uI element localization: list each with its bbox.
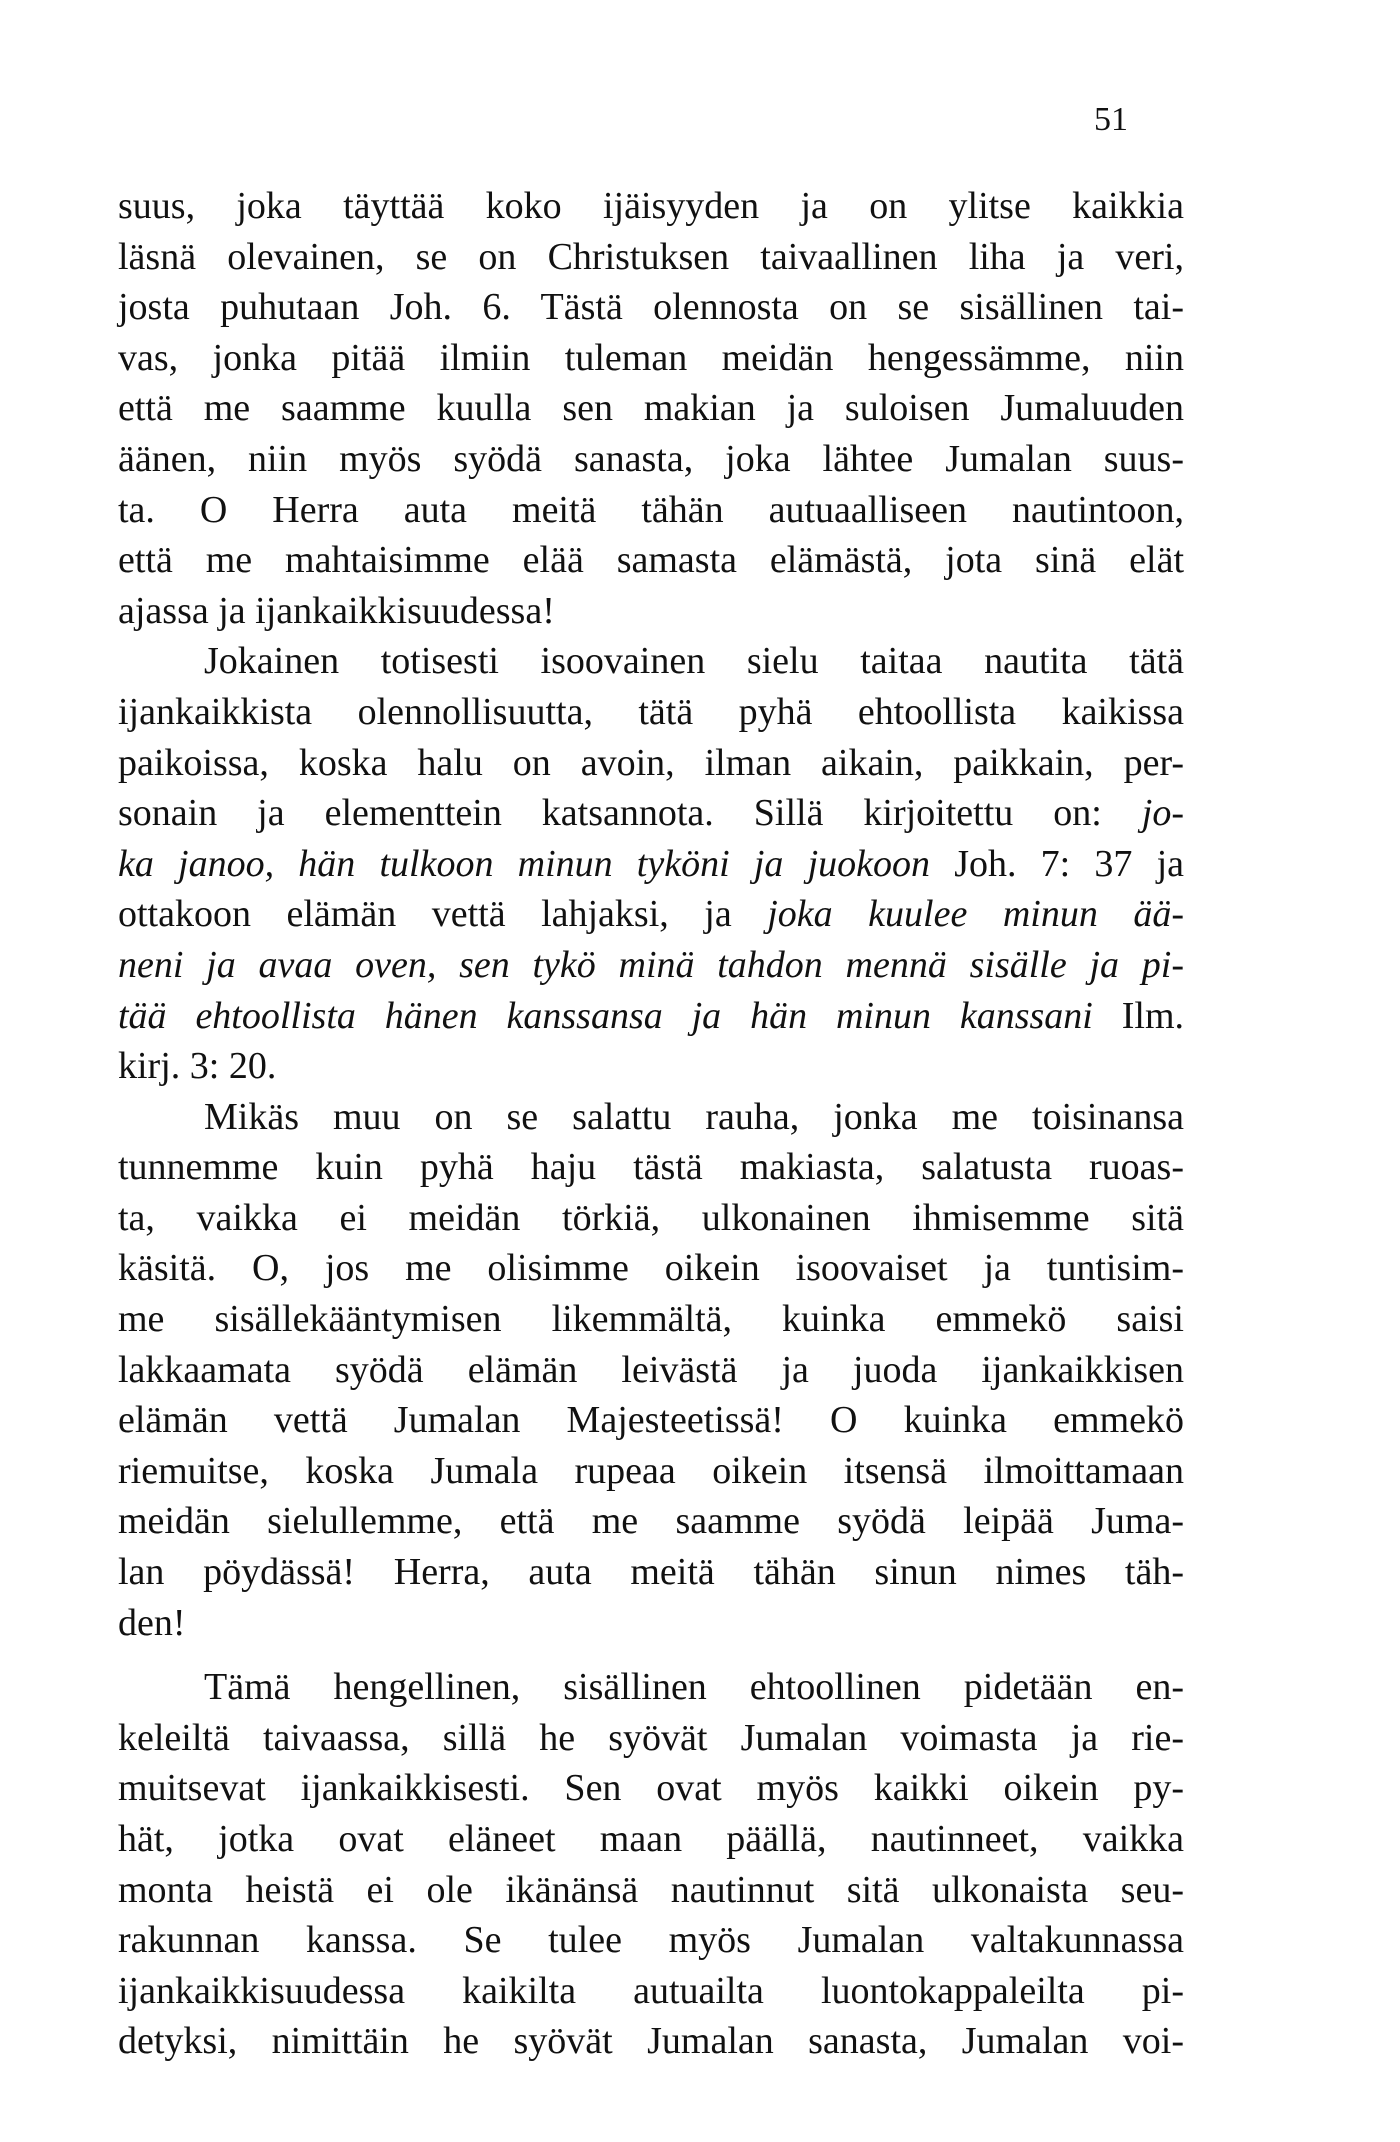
text-line: lan pöydässä! Herra, auta meitä tähän sinun nimes täh- [118,1551,1184,1594]
paragraph-start-line: Mikäs muu on se salattu rauha, jonka me toisinansa [204,1095,1184,1138]
text-line: keleiltä taivaassa, sillä he syövät Jumalan voimasta ja rie- [118,1716,1184,1759]
paragraph-start-line: Tämä hengellinen, sisällinen ehtoollinen pidetään en- [204,1666,1184,1709]
text-line: kirj. 3: 20. [118,1045,277,1088]
text-line: ka janoo, hän tulkoon minun tyköni ja juokoon Joh. 7: 37 ja [118,842,1184,885]
page-number: 51 [1094,101,1128,138]
text-line: riemuitse, koska Jumala rupeaa oikein itsensä ilmoittamaan [118,1449,1184,1492]
text-line: läsnä olevainen, se on Christuksen taivaallinen liha ja veri, [118,235,1184,278]
text-line: vas, jonka pitää ilmiin tuleman meidän hengessämme, niin [118,336,1184,379]
italic-quote: tää ehtoollista hänen kanssansa ja hän minun kanssani [118,994,1093,1037]
text-line: ijankaikkista olennollisuutta, tätä pyhä ehtoollista kaikissa [118,690,1184,733]
text-line: elämän vettä Jumalan Majesteetissä! O kuinka emmekö [118,1399,1184,1442]
text-line: ajassa ja ijankaikkisuudessa! [118,589,555,632]
text-line: paikoissa, koska halu on avoin, ilman aikain, paikkain, per- [118,741,1184,784]
text-line: josta puhutaan Joh. 6. Tästä olennosta on se sisällinen tai- [118,286,1184,329]
text-line: suus, joka täyttää koko ijäisyyden ja on ylitse kaikkia [118,185,1184,227]
text-line: käsitä. O, jos me olisimme oikein isoovaiset ja tuntisim- [118,1247,1184,1290]
paragraph-start-line: Jokainen totisesti isoovainen sielu taitaa nautita tätä [204,640,1184,683]
italic-quote: ka janoo, hän tulkoon minun tyköni ja juokoon [118,842,930,885]
text-line: sonain ja elementtein katsannota. Sillä kirjoitettu on: jo- [118,792,1184,835]
body-text [118,181,1184,2067]
text-line: ta, vaikka ei meidän törkiä, ulkonainen ihmisemme sitä [118,1196,1184,1239]
text-line: ta. O Herra auta meitä tähän autuaalliseen nautintoon, [118,488,1184,531]
text-line: me sisällekääntymisen likemmältä, kuinka emmekö saisi [118,1298,1184,1341]
italic-quote: jo- [1141,792,1184,835]
text-line: tunnemme kuin pyhä haju tästä makiasta, salatusta ruoas- [118,1146,1184,1189]
text-line: meidän sielullemme, että me saamme syödä leipää Juma- [118,1500,1184,1543]
text-line: lakkaamata syödä elämän leivästä ja juoda ijankaikkisen [118,1348,1184,1391]
text-line: tää ehtoollista hänen kanssansa ja hän minun kanssani Ilm. [118,994,1185,1037]
text-line: detyksi, nimittäin he syövät Jumalan sanasta, Jumalan voi- [118,2020,1184,2063]
text-line: ottakoon elämän vettä lahjaksi, ja joka kuulee minun ää- [118,893,1185,936]
text-line: äänen, niin myös syödä sanasta, joka lähtee Jumalan suus- [118,437,1184,480]
text-line: ijankaikkisuudessa kaikilta autuailta luontokappaleilta pi- [118,1969,1184,2012]
italic-quote: neni ja avaa oven, sen tykö minä tahdon mennä sisälle ja pi- [118,943,1184,986]
text-line: den! [118,1601,186,1644]
text-line: hät, jotka ovat eläneet maan päällä, nautinneet, vaikka [118,1818,1184,1860]
italic-quote: joka kuulee minun ää- [767,893,1185,936]
text-line: muitsevat ijankaikkisesti. Sen ovat myös kaikki oikein py- [118,1767,1184,1810]
text-line: rakunnan kanssa. Se tulee myös Jumalan valtakunnassa [118,1919,1184,1962]
text-line: että me saamme kuulla sen makian ja suloisen Jumaluuden [118,387,1184,430]
text-line [118,940,1184,991]
text-line: että me mahtaisimme elää samasta elämästä, jota sinä elät [118,539,1184,582]
text-line: monta heistä ei ole ikänänsä nautinnut sitä ulkonaista seu- [118,1868,1184,1911]
